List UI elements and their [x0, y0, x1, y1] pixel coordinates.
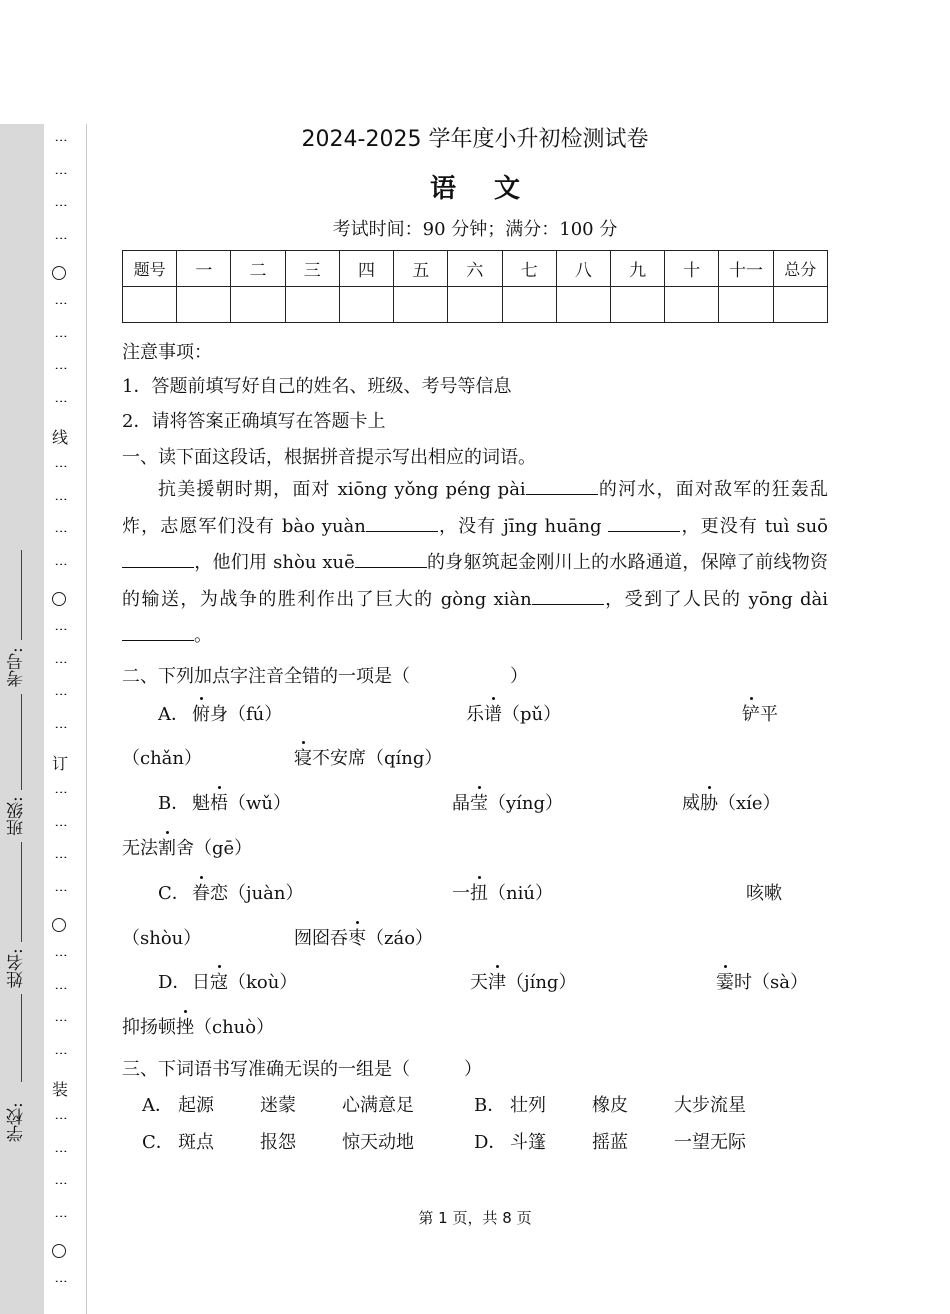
- number-label: 考号:: [7, 647, 27, 687]
- cut-dots-icon: ⋮: [53, 623, 68, 636]
- answer-blank[interactable]: [608, 515, 680, 532]
- q2-option-label-d[interactable]: D．: [158, 972, 191, 993]
- score-cell[interactable]: [502, 287, 556, 323]
- q3-option-label[interactable]: C．: [142, 1132, 174, 1153]
- answer-blank[interactable]: [532, 588, 604, 605]
- dotted-char: 扭: [470, 879, 488, 905]
- option-item: [294, 924, 433, 950]
- answer-blank[interactable]: [366, 515, 438, 532]
- q3-word: 斗篷: [510, 1132, 546, 1153]
- score-header-cell: 总分: [773, 251, 827, 287]
- option-item: [294, 744, 442, 770]
- item-text: 威: [682, 793, 700, 814]
- student-info-strip: [0, 124, 44, 1314]
- answer-blank[interactable]: [122, 624, 194, 641]
- q3-word: 大步流星: [674, 1095, 746, 1116]
- cut-line-word: 订: [52, 754, 69, 773]
- dotted-char: 霎: [716, 968, 734, 994]
- score-header-cell: 八: [556, 251, 610, 287]
- cut-dots-icon: ⋮: [53, 786, 68, 799]
- cut-dots-icon: ⋮: [53, 1210, 68, 1223]
- score-header-cell: 题号: [123, 251, 177, 287]
- q3-word: 一望无际: [674, 1132, 746, 1153]
- cut-dots-icon: ⋮: [53, 558, 68, 571]
- score-cell[interactable]: [285, 287, 339, 323]
- q1-seg: ，受到了人民的 yōng dài: [603, 588, 828, 610]
- q3-option-label[interactable]: B．: [474, 1095, 506, 1116]
- cut-dots-icon: ⋮: [53, 395, 68, 408]
- dotted-char: 谱: [484, 700, 502, 726]
- option-item: [122, 924, 201, 950]
- page-footer: 第 1 页，共 8 页: [418, 1209, 532, 1227]
- score-header-cell: 一: [177, 251, 231, 287]
- item-text: 魁: [192, 793, 210, 814]
- item-text: （pǔ）: [502, 704, 562, 725]
- score-table-score-row: [123, 287, 828, 323]
- q1-seg: ，更没有 tuì suō: [680, 515, 828, 537]
- score-header-cell: 九: [610, 251, 664, 287]
- cut-dots-icon: ⋮: [53, 721, 68, 734]
- cut-dots-icon: ⋮: [53, 688, 68, 701]
- option-item: [746, 879, 782, 905]
- q1-seg: ，他们用 shòu xuē: [194, 552, 355, 573]
- cut-dots-icon: ⋮: [53, 493, 68, 506]
- dotted-char: 莹: [470, 789, 488, 815]
- class-label: 班级:: [7, 796, 27, 836]
- q3-word: 摇蓝: [592, 1132, 628, 1153]
- name-line: [21, 842, 22, 942]
- option-item: [122, 834, 252, 860]
- binding-hole-icon: [52, 266, 66, 280]
- score-cell[interactable]: [339, 287, 393, 323]
- binding-hole-icon: [52, 918, 66, 932]
- score-header-cell: 五: [394, 251, 448, 287]
- q1-passage: [122, 472, 828, 655]
- binding-hole-icon: [52, 1244, 66, 1258]
- score-cell[interactable]: [773, 287, 827, 323]
- score-header-cell: 六: [448, 251, 502, 287]
- q2-option-label-b[interactable]: B．: [158, 793, 190, 814]
- cut-line-word: 线: [52, 428, 69, 447]
- option-item: [716, 968, 808, 994]
- name-label: 姓名:: [7, 948, 27, 988]
- school-line: [21, 994, 22, 1082]
- item-text: （yíng）: [488, 793, 564, 814]
- score-header-cell: 十一: [719, 251, 773, 287]
- q3-title: [122, 1055, 482, 1081]
- score-cell[interactable]: [448, 287, 502, 323]
- option-item: [452, 879, 553, 905]
- item-text: 无法: [122, 838, 158, 859]
- cut-line-word: 装: [52, 1080, 69, 1099]
- exam-info: 考试时间：90 分钟；满分：100 分: [332, 219, 618, 240]
- item-text: 舍（gē）: [176, 838, 253, 859]
- dotted-char: 胁: [700, 789, 718, 815]
- q2-option-label-a[interactable]: A．: [158, 704, 189, 725]
- cut-dots-icon: ⋮: [53, 199, 68, 212]
- q2-title: [122, 662, 528, 688]
- cut-dots-icon: ⋮: [53, 949, 68, 962]
- item-text: 时（sà）: [734, 972, 808, 993]
- option-item: [682, 789, 781, 815]
- q3-word: 报怨: [260, 1132, 296, 1153]
- cut-dots-icon: ⋮: [53, 460, 68, 473]
- score-table-header-row: [123, 251, 828, 287]
- item-text: 一: [452, 883, 470, 904]
- answer-blank[interactable]: [355, 551, 427, 568]
- item-text: 抑扬顿: [122, 1017, 176, 1038]
- cut-dots-icon: ⋮: [53, 851, 68, 864]
- answer-blank[interactable]: [526, 478, 598, 495]
- subject-title: 语文: [429, 174, 558, 204]
- item-text: （chǎn）: [122, 748, 202, 769]
- q3-word: 壮列: [510, 1095, 546, 1116]
- cut-dots-icon: ⋮: [53, 330, 68, 343]
- q3-word: 斑点: [178, 1132, 214, 1153]
- q3-word: 起源: [178, 1095, 214, 1116]
- item-text: （koù）: [228, 972, 298, 993]
- school-label: 学校:: [7, 1102, 27, 1142]
- dotted-char: 俯: [192, 700, 210, 726]
- cut-dots-icon: ⋮: [53, 525, 68, 538]
- item-text: （jíng）: [506, 972, 577, 993]
- score-header-cell: 四: [339, 251, 393, 287]
- cut-dots-icon: ⋮: [53, 1047, 68, 1060]
- option-item: [192, 789, 291, 815]
- item-text: 不安席（qíng）: [312, 748, 443, 769]
- cut-dots-icon: ⋮: [53, 232, 68, 245]
- item-text: 日: [192, 972, 210, 993]
- score-cell[interactable]: [719, 287, 773, 323]
- cut-dots-icon: ⋮: [53, 297, 68, 310]
- q2-title-text: 二、下列加点字注音全错的一项是（: [122, 666, 410, 687]
- q1-title: 一、读下面这段话，根据拼音提示写出相应的词语。: [122, 447, 536, 468]
- dotted-char: 津: [488, 968, 506, 994]
- number-line: [21, 550, 22, 640]
- dotted-char: 眷: [192, 879, 210, 905]
- notes-title: 注意事项：: [122, 342, 212, 363]
- score-cell[interactable]: [123, 287, 177, 323]
- cut-dots-icon: ⋮: [53, 1112, 68, 1125]
- dotted-char: 寝: [294, 744, 312, 770]
- q3-word: 橡皮: [592, 1095, 628, 1116]
- score-cell[interactable]: [665, 287, 719, 323]
- exam-title: 2024-2025 学年度小升初检测试卷: [301, 127, 649, 152]
- score-header-cell: 七: [502, 251, 556, 287]
- option-item: [192, 968, 297, 994]
- dotted-char: 挫: [176, 1013, 194, 1039]
- score-header-cell: 十: [665, 251, 719, 287]
- answer-blank[interactable]: [122, 551, 194, 568]
- item-text: （wǔ）: [228, 793, 291, 814]
- q3-option-label[interactable]: A．: [142, 1095, 173, 1116]
- cut-dots-icon: ⋮: [53, 167, 68, 180]
- dotted-char: 寇: [210, 968, 228, 994]
- item-text: 天: [470, 972, 488, 993]
- q3-title-text: 三、下词语书写准确无误的一组是（: [122, 1059, 410, 1080]
- score-cell[interactable]: [177, 287, 231, 323]
- cut-dots-icon: ⋮: [53, 1177, 68, 1190]
- note-item-1: 1．答题前填写好自己的姓名、班级、考号等信息: [122, 376, 512, 397]
- item-text: 乐: [466, 704, 484, 725]
- dotted-char: 铲: [742, 700, 760, 726]
- cut-dots-icon: ⋮: [53, 884, 68, 897]
- q1-seg: ，没有 jīng huāng: [437, 515, 609, 537]
- score-cell[interactable]: [231, 287, 285, 323]
- cut-dots-icon: ⋮: [53, 1145, 68, 1158]
- cut-dots-icon: ⋮: [53, 656, 68, 669]
- item-text: 身（fú）: [210, 704, 283, 725]
- item-text: （záo）: [366, 928, 434, 949]
- option-item: [466, 700, 561, 726]
- option-item: [470, 968, 576, 994]
- binding-hole-icon: [52, 592, 66, 606]
- dotted-char: 枣: [348, 924, 366, 950]
- q3-word: 心满意足: [342, 1095, 414, 1116]
- q2-option-label-c[interactable]: C．: [158, 883, 190, 904]
- item-text: （chuò）: [194, 1017, 275, 1038]
- cut-dots-icon: ⋮: [53, 362, 68, 375]
- q1-seg: 。: [194, 625, 212, 646]
- note-item-2: 2．请将答案正确填写在答题卡上: [122, 411, 386, 432]
- q3-option-label[interactable]: D．: [474, 1132, 507, 1153]
- score-table: [122, 250, 828, 323]
- option-item: [742, 700, 778, 726]
- item-text: （niú）: [488, 883, 553, 904]
- class-line: [21, 694, 22, 790]
- option-item: [122, 744, 202, 770]
- q1-seg: 抗美援朝时期，面对 xiōng yǒng péng pài: [158, 479, 526, 500]
- item-text: 晶: [452, 793, 470, 814]
- score-cell[interactable]: [556, 287, 610, 323]
- q3-word: 惊天动地: [342, 1132, 414, 1153]
- q3-title-end: ）: [464, 1059, 482, 1080]
- cut-dots-icon: ⋮: [53, 134, 68, 147]
- item-text: （shòu）: [122, 928, 202, 949]
- item-text: （xíe）: [718, 793, 781, 814]
- option-item: [452, 789, 563, 815]
- cut-dots-icon: ⋮: [53, 819, 68, 832]
- score-header-cell: 二: [231, 251, 285, 287]
- item-text: 咳: [746, 883, 764, 904]
- score-header-cell: 三: [285, 251, 339, 287]
- q1-seg: 的河水，面对敌军的狂轰乱炸，志愿军们没有 bào yuàn: [122, 479, 829, 537]
- item-text: 囫囵吞: [294, 928, 348, 949]
- q2-title-end: ）: [510, 666, 528, 687]
- item-text: 嗽: [764, 883, 782, 904]
- option-item: [122, 1013, 274, 1039]
- cut-dots-icon: ⋮: [53, 982, 68, 995]
- item-text: 恋（juàn）: [210, 883, 304, 904]
- q3-word: 迷蒙: [260, 1095, 296, 1116]
- option-item: [192, 700, 282, 726]
- score-cell[interactable]: [394, 287, 448, 323]
- score-cell[interactable]: [610, 287, 664, 323]
- dotted-char: 梧: [210, 789, 228, 815]
- cut-dots-icon: ⋮: [53, 1275, 68, 1288]
- cut-dots-icon: ⋮: [53, 1014, 68, 1027]
- option-item: [192, 879, 304, 905]
- dotted-char: 割: [158, 834, 176, 860]
- q1-seg: 的身躯筑起金刚川上的水路通道，保障了前线物资的输送，为战争的胜利作出了巨大的 gòng xiàn: [122, 552, 828, 610]
- item-text: 平: [760, 704, 778, 725]
